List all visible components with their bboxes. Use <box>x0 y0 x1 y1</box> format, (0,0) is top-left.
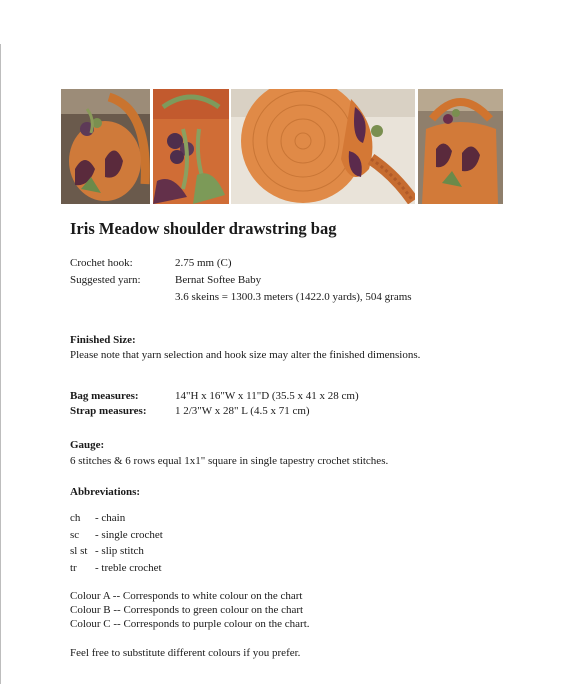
page-edge-line <box>0 44 1 684</box>
abbreviation-term: tr <box>70 562 77 574</box>
abbreviation-meaning: - chain <box>95 512 126 524</box>
crochet-hook-value: 2.75 mm (C) <box>175 257 232 269</box>
gauge-text: 6 stitches & 6 rows equal 1x1" square in single tapestry crochet stitches. <box>70 455 389 467</box>
suggested-yarn-label: Suggested yarn: <box>70 274 141 286</box>
photo-strip <box>61 89 503 204</box>
colour-a-note: Colour A -- Corresponds to white colour on the chart <box>70 590 303 602</box>
substitute-colours-note: Feel free to substitute different colours if you prefer. <box>70 647 301 659</box>
bag-measures-label: Bag measures: <box>70 390 139 402</box>
bag-measures-value: 14"H x 16"W x 11"D (35.5 x 41 x 28 cm) <box>175 390 359 402</box>
strap-measures-label: Strap measures: <box>70 405 147 417</box>
abbreviation-term: sl st <box>70 545 88 557</box>
crochet-hook-label: Crochet hook: <box>70 257 133 269</box>
strap-measures-value: 1 2/3"W x 28" L (4.5 x 71 cm) <box>175 405 310 417</box>
bag-photo-1 <box>61 89 150 204</box>
yarn-amount: 3.6 skeins = 1300.3 meters (1422.0 yards), 504 grams <box>175 291 412 303</box>
abbreviation-meaning: - slip stitch <box>95 545 144 557</box>
finished-size-note: Please note that yarn selection and hook size may alter the finished dimensions. <box>70 349 421 361</box>
finished-size-heading: Finished Size: <box>70 334 136 346</box>
gauge-heading: Gauge: <box>70 439 105 451</box>
abbreviation-term: sc <box>70 529 80 541</box>
colour-b-note: Colour B -- Corresponds to green colour on the chart <box>70 604 304 616</box>
abbreviation-meaning: - single crochet <box>95 529 163 541</box>
colour-c-note: Colour C -- Corresponds to purple colour on the chart. <box>70 618 310 630</box>
page-title: Iris Meadow shoulder drawstring bag <box>70 219 337 238</box>
abbreviations-heading: Abbreviations: <box>70 486 141 498</box>
abbreviation-meaning: - treble crochet <box>95 562 162 574</box>
bag-photo-3 <box>231 89 415 204</box>
bag-photo-4 <box>418 89 503 204</box>
bag-photo-2 <box>153 89 229 204</box>
suggested-yarn-value: Bernat Softee Baby <box>175 274 262 286</box>
abbreviation-term: ch <box>70 512 81 524</box>
